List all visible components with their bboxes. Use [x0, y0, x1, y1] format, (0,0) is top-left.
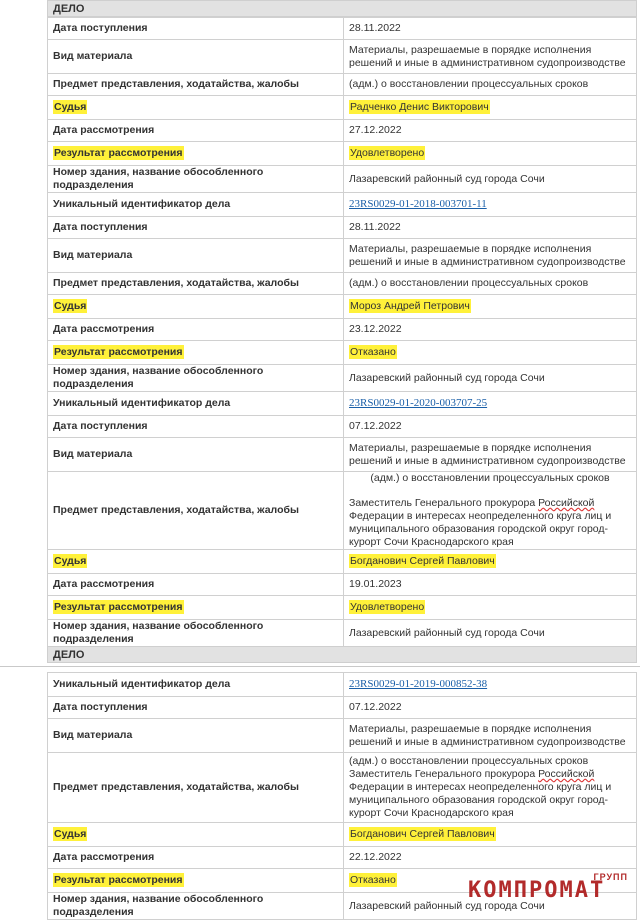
- field-label: Предмет представления, ходатайства, жалобы: [53, 78, 299, 90]
- section-header: ДЕЛО: [47, 646, 637, 663]
- table-row: [48, 40, 637, 74]
- field-value-cell: [344, 719, 637, 753]
- table-row: [48, 574, 637, 596]
- field-value: Лазаревский районный суд города Сочи: [349, 899, 545, 912]
- field-label-cell: [48, 295, 344, 319]
- table-row: [48, 620, 637, 647]
- field-label: Дата поступления: [53, 22, 148, 34]
- field-value: 27.12.2022: [349, 124, 402, 136]
- field-value-cell: [344, 239, 637, 273]
- field-label: Судья: [54, 300, 87, 312]
- field-value: Материалы, разрешаемые в порядке исполнения решений и иные в административном судопроизводстве: [349, 242, 626, 268]
- field-label: Дата поступления: [53, 420, 148, 432]
- table-row: [48, 392, 637, 416]
- field-label-cell: [48, 550, 344, 574]
- field-label-cell: [48, 893, 344, 920]
- field-value-cell: [344, 96, 637, 120]
- field-label-cell: [48, 416, 344, 438]
- watermark-small-text: ГРУПП: [593, 872, 628, 882]
- applicant-text-start: Заместитель Генерального прокурора: [349, 497, 539, 509]
- field-label: Дата поступления: [53, 221, 148, 233]
- field-label-cell: [48, 120, 344, 142]
- field-label-cell: [48, 869, 344, 893]
- table-row: [48, 96, 637, 120]
- field-value: Материалы, разрешаемые в порядке исполнения решений и иные в административном судопроизводстве: [349, 722, 626, 748]
- section-header: ДЕЛО: [47, 0, 637, 17]
- field-value: 28.11.2022: [349, 221, 401, 233]
- field-label-cell: [48, 673, 344, 697]
- table-row: [48, 341, 637, 365]
- watermark-text: КОМПРОМАТ: [468, 878, 606, 903]
- field-label-cell: [48, 239, 344, 273]
- field-label-cell: [48, 319, 344, 341]
- field-label-cell: [48, 438, 344, 472]
- field-label-cell: [48, 472, 344, 550]
- field-label: Дата поступления: [53, 701, 148, 713]
- field-label-cell: [48, 574, 344, 596]
- table-row: [48, 673, 637, 697]
- field-label: Уникальный идентификатор дела: [53, 397, 231, 409]
- field-label: Результат рассмотрения: [54, 147, 183, 159]
- field-value: 28.11.2022: [349, 22, 401, 34]
- field-label-cell: [48, 823, 344, 847]
- field-value-cell: [344, 166, 637, 193]
- field-value-cell: [344, 40, 637, 74]
- table-row: [48, 166, 637, 193]
- field-label-cell: [48, 341, 344, 365]
- field-label: Результат рассмотрения: [54, 874, 183, 886]
- field-label-cell: [48, 365, 344, 392]
- table-row: [48, 18, 637, 40]
- table-row: [48, 193, 637, 217]
- table-row: [48, 142, 637, 166]
- field-value-cell: [344, 673, 637, 697]
- applicant-text-end: Федерации в интересах неопределенного круга лиц и муниципального образования городской округ город-курорт Сочи Краснодарского края: [349, 781, 612, 819]
- field-label-cell: [48, 96, 344, 120]
- field-label: Вид материала: [53, 249, 133, 261]
- field-value-cell: [344, 193, 637, 217]
- field-label-cell: [48, 142, 344, 166]
- field-value: Отказано: [350, 346, 396, 358]
- field-value-cell: [344, 438, 637, 472]
- field-value-cell: [344, 341, 637, 365]
- field-value-cell: [344, 620, 637, 647]
- table-row: [48, 847, 637, 869]
- field-label: Номер здания, название обособленного подразделения: [53, 166, 264, 191]
- field-value-subject: (адм.) о восстановлении процессуальных сроков: [370, 472, 610, 484]
- table-row: [48, 753, 637, 823]
- field-value: 22.12.2022: [349, 851, 402, 863]
- field-value: 23.12.2022: [349, 323, 402, 335]
- case-id-link[interactable]: 23RS0029-01-2020-003707-25: [349, 397, 488, 409]
- case-id-link[interactable]: 23RS0029-01-2019-000852-38: [349, 678, 488, 690]
- table-row: [48, 273, 637, 295]
- field-value: Мороз Андрей Петрович: [350, 300, 470, 312]
- table-row: [48, 416, 637, 438]
- table-row: [48, 550, 637, 574]
- field-value-cell: [344, 596, 637, 620]
- case-table-1: [47, 17, 637, 647]
- field-label: Судья: [54, 101, 87, 113]
- field-value-cell: [344, 697, 637, 719]
- field-label: Предмет представления, ходатайства, жалобы: [53, 781, 299, 793]
- field-value-applicant: [349, 497, 611, 548]
- field-label-cell: [48, 620, 344, 647]
- field-value-cell: [344, 18, 637, 40]
- field-value: Лазаревский районный суд города Сочи: [349, 172, 545, 185]
- field-label: Предмет представления, ходатайства, жалобы: [53, 504, 299, 516]
- field-value-subject: (адм.) о восстановлении процессуальных сроков: [349, 755, 589, 767]
- field-value-applicant: [349, 768, 611, 819]
- field-value: Удовлетворено: [350, 147, 425, 159]
- field-value: 07.12.2022: [349, 420, 402, 432]
- table-row: [48, 472, 637, 550]
- table-row: [48, 319, 637, 341]
- field-value-cell: [344, 319, 637, 341]
- table-row: [48, 697, 637, 719]
- field-label-cell: [48, 847, 344, 869]
- field-label-cell: [48, 753, 344, 823]
- field-value: (адм.) о восстановлении процессуальных сроков: [349, 277, 589, 289]
- field-value: Богданович Сергей Павлович: [350, 555, 495, 567]
- table-row: [48, 239, 637, 273]
- field-label: Вид материала: [53, 50, 133, 62]
- field-value: Материалы, разрешаемые в порядке исполнения решений и иные в административном судопроизводстве: [349, 43, 626, 69]
- field-value-cell: [344, 574, 637, 596]
- field-value-cell: [344, 142, 637, 166]
- field-value-cell: [344, 74, 637, 96]
- field-label: Уникальный идентификатор дела: [53, 678, 231, 690]
- separator: [0, 666, 640, 667]
- field-label-cell: [48, 392, 344, 416]
- field-label: Судья: [54, 828, 87, 840]
- field-value-cell: [344, 365, 637, 392]
- field-label: Судья: [54, 555, 87, 567]
- case-id-link[interactable]: 23RS0029-01-2018-003701-11: [349, 198, 487, 210]
- field-value: Отказано: [350, 874, 396, 886]
- field-value-cell: [344, 753, 637, 823]
- field-label: Номер здания, название обособленного подразделения: [53, 620, 264, 645]
- table-row: [48, 823, 637, 847]
- field-value-cell: [344, 847, 637, 869]
- field-value-cell: [344, 823, 637, 847]
- field-value: Лазаревский районный суд города Сочи: [349, 371, 545, 384]
- applicant-text-start: Заместитель Генерального прокурора: [349, 768, 539, 780]
- table-row: [48, 295, 637, 319]
- field-label-cell: [48, 166, 344, 193]
- field-label: Дата рассмотрения: [53, 851, 155, 863]
- field-label: Дата рассмотрения: [53, 578, 155, 590]
- field-label: Дата рассмотрения: [53, 124, 155, 136]
- applicant-text-end: Федерации в интересах неопределенного круга лиц и муниципального образования городской округ город-курорт Сочи Краснодарского края: [349, 510, 612, 548]
- applicant-text-marked: Российской: [538, 768, 595, 780]
- table-row: [48, 365, 637, 392]
- table-row: [48, 217, 637, 239]
- field-label-cell: [48, 217, 344, 239]
- field-label-cell: [48, 697, 344, 719]
- field-value: (адм.) о восстановлении процессуальных сроков: [349, 78, 589, 90]
- field-label-cell: [48, 18, 344, 40]
- table-row: [48, 74, 637, 96]
- field-label: Вид материала: [53, 448, 133, 460]
- field-label: Вид материала: [53, 729, 133, 741]
- field-value: Удовлетворено: [350, 601, 425, 613]
- field-label-cell: [48, 596, 344, 620]
- table-row: [48, 438, 637, 472]
- field-label-cell: [48, 719, 344, 753]
- table-row: [48, 596, 637, 620]
- watermark-logo: [468, 872, 628, 912]
- field-label-cell: [48, 193, 344, 217]
- field-label: Результат рассмотрения: [54, 601, 183, 613]
- field-value-cell: [344, 392, 637, 416]
- field-label-cell: [48, 40, 344, 74]
- field-value-cell: [344, 295, 637, 319]
- applicant-text-marked: Российской: [538, 497, 595, 509]
- field-label-cell: [48, 273, 344, 295]
- field-value: Радченко Денис Викторович: [350, 101, 489, 113]
- field-value-cell: [344, 120, 637, 142]
- field-label: Предмет представления, ходатайства, жалобы: [53, 277, 299, 289]
- field-value: Богданович Сергей Павлович: [350, 828, 495, 840]
- table-row: [48, 719, 637, 753]
- field-value-cell: [344, 550, 637, 574]
- field-value: Лазаревский районный суд города Сочи: [349, 626, 545, 639]
- field-label: Номер здания, название обособленного подразделения: [53, 365, 264, 390]
- field-value-cell: [344, 217, 637, 239]
- field-value: 19.01.2023: [349, 578, 402, 590]
- field-value: Материалы, разрешаемые в порядке исполнения решений и иные в административном судопроизводстве: [349, 441, 626, 467]
- field-value-cell: [344, 472, 637, 550]
- field-label: Дата рассмотрения: [53, 323, 155, 335]
- table-row: [48, 120, 637, 142]
- field-value: 07.12.2022: [349, 701, 402, 713]
- field-value-cell: [344, 416, 637, 438]
- field-label: Уникальный идентификатор дела: [53, 198, 231, 210]
- field-label: Результат рассмотрения: [54, 346, 183, 358]
- field-label: Номер здания, название обособленного подразделения: [53, 893, 264, 918]
- case-block-1: [47, 0, 637, 647]
- field-label-cell: [48, 74, 344, 96]
- field-value-cell: [344, 273, 637, 295]
